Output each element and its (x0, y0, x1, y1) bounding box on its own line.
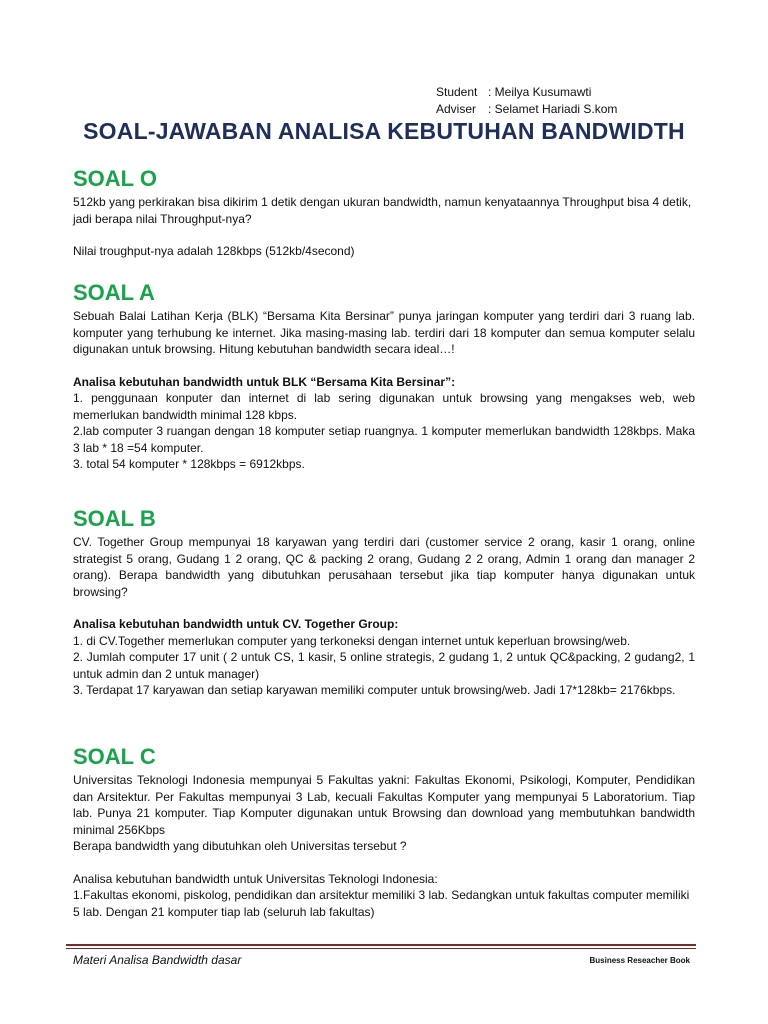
section-soal-a (73, 280, 695, 473)
analysis-item: 1. di CV.Together memerlukan computer yang terkoneksi dengan internet untuk keperluan browsing/web. (73, 633, 631, 648)
question-text: Universitas Teknologi Indonesia mempunyai 5 Fakultas yakni: Fakultas Ekonomi, Psikologi, Komputer, Pendidikan dan Arsitektur. Per Fakultas mempunyai 3 Lab, kecuali Fakultas Komputer yang mempunyai 5 Laboratorium. Tiap lab. Punya 21 komputer. Tiap Komputer digunakan untuk Browsing dan download yang membutuhkan bandwidth minimal 256Kbps (73, 773, 695, 837)
adviser-row (436, 101, 617, 118)
question-text-2: Berapa bandwidth yang dibutuhkan oleh Universitas tersebut ? (73, 839, 407, 853)
adviser-label: Adviser (436, 102, 477, 116)
student-row (436, 84, 617, 101)
question-text: CV. Together Group mempunyai 18 karyawan yang terdiri dari (customer service 2 orang, kasir 1 orang, online strategist 5 orang, Gudang 1 2 orang, QC & packing 2 orang, Gudang 2 2 orang, Admin 1 orang dan manager 2 orang). Berapa bandwidth yang dibutuhkan perusahaan tersebut jika tiap komputer hanya digunakan untuk browsing? (73, 535, 695, 599)
adviser-value: : Selamet Hariadi S.kom (488, 102, 618, 116)
answer-text: Nilai troughput-nya adalah 128kbps (512kb/4second) (73, 244, 355, 258)
analysis-title: Analisa kebutuhan bandwidth untuk BLK “Bersama Kita Bersinar”: (73, 374, 456, 389)
footer-right-text: Business Reseacher Book (589, 956, 690, 965)
student-value: : Meilya Kusumawti (488, 85, 592, 99)
question-text: Sebuah Balai Latihan Kerja (BLK) “Bersama Kita Bersinar” punya jaringan komputer yang terdiri dari 3 ruang lab. komputer yang terhubung ke internet. Jika masing-masing lab. terdiri dari 18 komputer dan semua komputer selalu digunakan untuk browsing. Hitung kebutuhan bandwidth secara ideal…! (73, 309, 695, 356)
analysis-title: Analisa kebutuhan bandwidth untuk CV. Together Group: (73, 617, 399, 631)
section-soal-b (73, 506, 695, 699)
analysis-item: 3. total 54 komputer * 128kbps = 6912kbps. (73, 457, 305, 471)
student-label: Student (436, 85, 478, 99)
section-heading: SOAL O (73, 166, 157, 191)
analysis-item: 2. Jumlah computer 17 unit ( 2 untuk CS, 1 kasir, 5 online strategis, 2 gudang 1, 2 untuk QC&packing, 2 gudang2, 1 untuk admin dan 2 untuk manager) (73, 650, 695, 681)
analysis-item: 2.lab computer 3 ruangan dengan 18 komputer setiap ruangnya. 1 komputer memerlukan bandwidth 128kbps. Maka 3 lab * 18 =54 komputer. (73, 424, 695, 455)
document-title: SOAL-JAWABAN ANALISA KEBUTUHAN BANDWIDTH (83, 118, 685, 144)
analysis-item: 3. Terdapat 17 karyawan dan setiap karyawan memiliki computer untuk browsing/web. Jadi 17*128kb= 2176kbps. (73, 683, 676, 697)
footer-rule (66, 944, 696, 946)
analysis-item: 1. penggunaan konputer dan internet di lab sering digunakan untuk browsing yang mengakses web, web memerlukan bandwidth minimal 128 kbps. (73, 391, 695, 422)
analysis-title: Analisa kebutuhan bandwidth untuk Universitas Teknologi Indonesia: (73, 871, 438, 886)
question-text: 512kb yang perkirakan bisa dikirim 1 detik dengan ukuran bandwidth, namun kenyataannya Throughput bisa 4 detik, jadi berapa nilai Throughput-nya? (73, 195, 692, 226)
section-heading: SOAL B (73, 506, 156, 531)
footer-rule-thin (66, 948, 696, 949)
section-heading: SOAL C (73, 744, 156, 769)
section-soal-c (73, 744, 695, 920)
section-soal-o (73, 166, 695, 260)
section-heading: SOAL A (73, 280, 155, 305)
footer-left-text: Materi Analisa Bandwidth dasar (73, 953, 242, 967)
analysis-item: 1.Fakultas ekonomi, piskolog, pendidikan dan arsitektur memiliki 3 lab. Sedangkan untuk fakultas computer memiliki 5 lab. Dengan 21 komputer tiap lab (seluruh lab fakultas) (73, 888, 690, 919)
author-info (436, 84, 617, 118)
